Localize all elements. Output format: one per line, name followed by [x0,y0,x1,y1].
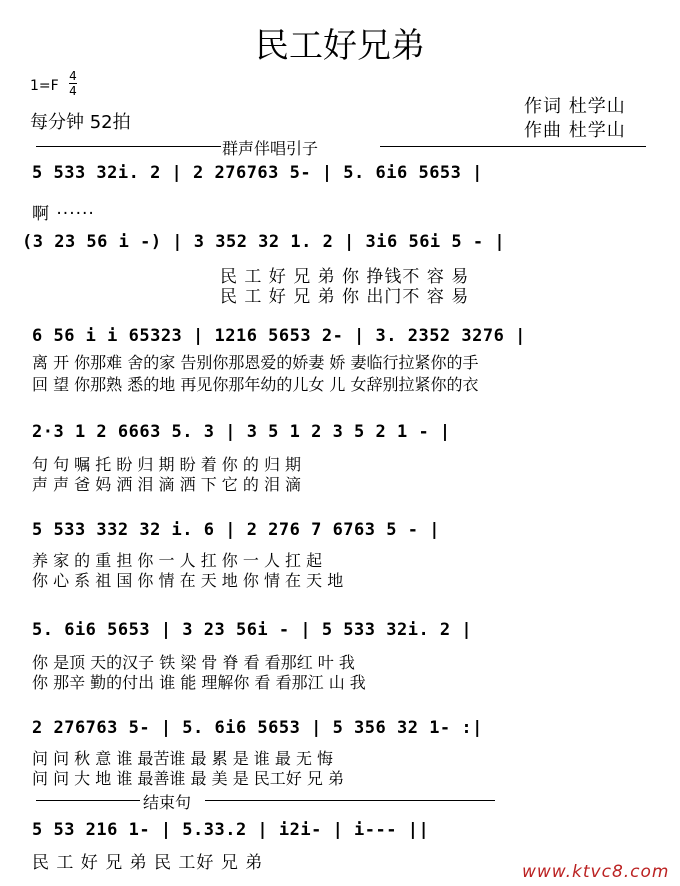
ending-bracket-right [205,800,495,801]
score-row-7: 2 276763 5- | 5. 6i6 5653 | 5 356 32 1- :| [32,718,483,738]
ending-bracket-left [36,800,140,801]
time-signature [69,70,77,97]
lyric-row-2a: 民 工 好 兄 弟 你 挣钱不 容 易 [220,267,470,287]
lyric-row-7b: 问 问 大 地 谁 最善谁 最 美 是 民工好 兄 弟 [32,769,344,788]
lyricist: 作词 杜学山 [524,96,626,117]
tempo: 每分钟 52拍 [30,112,131,133]
lyric-row-4a: 句 句 嘱 托 盼 归 期 盼 着 你 的 归 期 [32,455,302,474]
lyric-row-6a: 你 是顶 天的汉子 铁 梁 骨 脊 看 看那红 叶 我 [32,653,355,672]
intro-label: 群声伴唱引子 [222,139,319,158]
score-row-1: 5 533 32i. 2 | 2 276763 5- | 5. 6i6 5653 | [32,163,483,183]
lyric-row-6b: 你 那辛 勤的付出 谁 能 理解你 看 看那江 山 我 [32,673,366,692]
score-row-6: 5. 6i6 5653 | 3 23 56i - | 5 533 32i. 2 | [32,620,473,640]
lyric-row-5a: 养 家 的 重 担 你 一 人 扛 你 一 人 扛 起 [32,551,323,570]
page-title: 民工好兄弟 [255,26,425,66]
score-row-4: 2·3 1 2 6663 5. 3 | 3 5 1 2 3 5 2 1 - | [32,422,451,442]
composer: 作曲 杜学山 [524,120,626,141]
watermark: www.ktvc8.com [522,862,670,882]
ending-label: 结束句 [143,793,192,812]
score-row-2: (3 23 56 i -) | 3 352 32 1. 2 | 3i6 56i 5 - | [22,232,506,252]
score-row-3: 6 56 i i 65323 | 1216 5653 2- | 3. 2352 3276 | [32,326,526,346]
lyric-row-3b: 回 望 你那熟 悉的地 再见你那年幼的儿女 儿 女辞别拉紧你的衣 [32,375,479,394]
lyric-row-4b: 声 声 爸 妈 洒 泪 滴 洒 下 它 的 泪 滴 [32,475,302,494]
lyric-row-7a: 问 问 秋 意 谁 最苦谁 最 累 是 谁 最 无 悔 [32,749,334,768]
intro-bracket-left [36,146,221,147]
score-row-8: 5 53 216 1- | 5.33.2 | i2i- | i--- || [32,820,430,840]
time-bottom: 4 [69,84,77,98]
score-row-5: 5 533 332 32 i. 6 | 2 276 7 6763 5 - | [32,520,440,540]
lyric-row-2b: 民 工 好 兄 弟 你 出门不 容 易 [220,287,470,307]
time-top: 4 [69,69,77,83]
key-signature: 1=F [30,78,59,94]
lyric-row-3a: 离 开 你那难 舍的家 告别你那恩爱的娇妻 娇 妻临行拉紧你的手 [32,353,479,372]
lyric-row-8: 民 工 好 兄 弟 民 工好 兄 弟 [32,853,264,873]
lyric-row-1: 啊 ······ [32,204,95,224]
lyric-row-5b: 你 心 系 祖 国 你 情 在 天 地 你 情 在 天 地 [32,571,344,590]
intro-bracket-right [380,146,646,147]
